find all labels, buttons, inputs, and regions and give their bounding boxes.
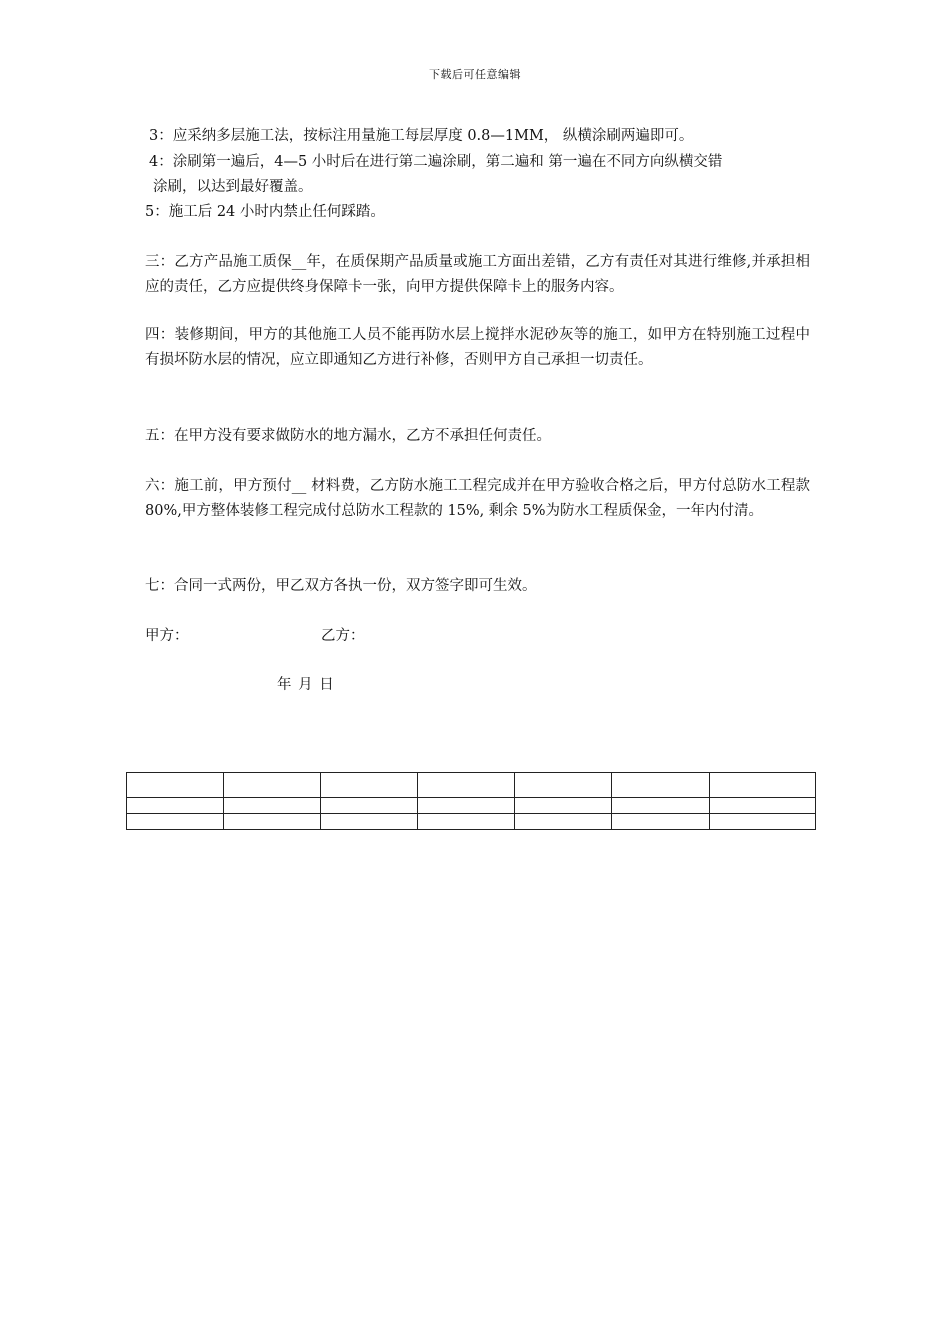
table-cell bbox=[710, 773, 816, 798]
party-a-label: 甲方： bbox=[145, 628, 189, 644]
table-cell bbox=[224, 773, 321, 798]
table-row bbox=[127, 814, 816, 830]
table-row bbox=[127, 798, 816, 814]
table-cell bbox=[710, 798, 816, 814]
clause-four: 四：装修期间，甲方的其他施工人员不能再防水层上搅拌水泥砂灰等的施工，如甲方在特别施工过程中有损坏防水层的情况，应立即通知乙方进行补修，否则甲方自己承担一切责任。 bbox=[145, 327, 810, 368]
table-cell bbox=[418, 773, 515, 798]
clause-five: 五：在甲方没有要求做防水的地方漏水，乙方不承担任何责任。 bbox=[145, 428, 551, 444]
table-cell bbox=[127, 773, 224, 798]
table-cell bbox=[515, 798, 612, 814]
table-cell bbox=[515, 814, 612, 830]
table-cell bbox=[515, 773, 612, 798]
table-cell bbox=[612, 798, 710, 814]
step-5: 5：施工后 24 小时内禁止任何踩踏。 bbox=[145, 204, 385, 220]
table-cell bbox=[418, 814, 515, 830]
table-cell bbox=[224, 814, 321, 830]
header-note: 下载后可任意编辑 bbox=[429, 68, 521, 81]
step-4-continued: 涂刷，以达到最好覆盖。 bbox=[153, 179, 313, 195]
table-row bbox=[127, 773, 816, 798]
table-cell bbox=[224, 798, 321, 814]
table-cell bbox=[321, 814, 418, 830]
table-cell bbox=[321, 798, 418, 814]
date-line: 年 月 日 bbox=[277, 677, 335, 693]
clause-seven: 七：合同一式两份，甲乙双方各执一份，双方签字即可生效。 bbox=[145, 578, 537, 594]
table-cell bbox=[127, 814, 224, 830]
table-cell bbox=[127, 798, 224, 814]
clause-six: 六：施工前，甲方预付__ 材料费，乙方防水施工工程完成并在甲方验收合格之后，甲方付总防水工程款 80%,甲方整体装修工程完成付总防水工程款的 15%, 剩余 5%为防水工程质保金，一年内付清。 bbox=[145, 478, 810, 519]
step-3: 3：应采纳多层施工法，按标注用量施工每层厚度 0.8—1MM， 纵横涂刷两遍即可。 bbox=[149, 128, 694, 144]
table-cell bbox=[710, 814, 816, 830]
table-cell bbox=[612, 773, 710, 798]
step-4: 4：涂刷第一遍后，4—5 小时后在进行第二遍涂刷，第二遍和 第一遍在不同方向纵横交错 bbox=[149, 154, 723, 170]
party-b-label: 乙方： bbox=[321, 628, 365, 644]
table-cell bbox=[418, 798, 515, 814]
table-cell bbox=[612, 814, 710, 830]
table-cell bbox=[321, 773, 418, 798]
clause-three: 三：乙方产品施工质保__年，在质保期产品质量或施工方面出差错，乙方有责任对其进行维修,并承担相应的责任，乙方应提供终身保障卡一张，向甲方提供保障卡上的服务内容。 bbox=[145, 254, 810, 295]
blank-table bbox=[126, 772, 816, 830]
